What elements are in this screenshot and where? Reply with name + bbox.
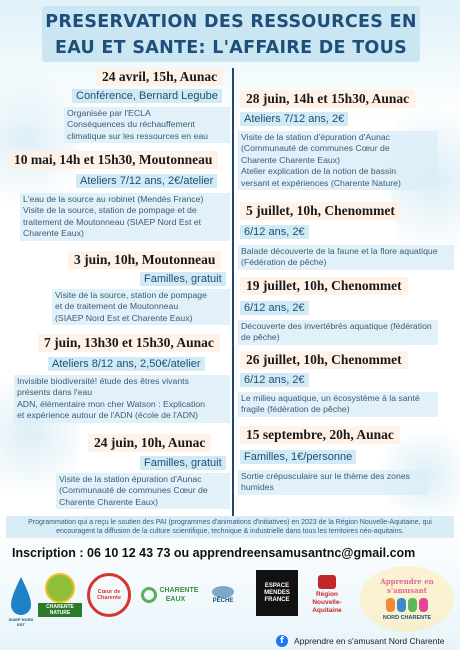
desc-line: Le milieu aquatique, un écosystème à la santé — [241, 393, 420, 403]
desc-line: ADN, élémentaire mon cher Watson : Explication — [17, 398, 205, 409]
children-icon — [386, 598, 428, 612]
leaf-icon — [45, 573, 75, 603]
page-title — [42, 6, 420, 62]
desc-line: fragile (fédération de pêche) — [241, 404, 350, 415]
desc-line: Charente Charente Eaux) — [241, 154, 340, 165]
event-description — [56, 473, 230, 509]
desc-line: traitement de Moutonneau (SIAEP Nord Est et — [23, 216, 202, 227]
water-drop-icon — [9, 575, 33, 617]
desc-line: (Communauté de communes Cœur de — [59, 485, 208, 496]
event-tag: Conférence, Bernard Legube — [72, 89, 222, 103]
event-date: 10 mai, 14h et 15h30, Moutonneau — [8, 151, 218, 169]
event-date: 24 avril, 15h, Aunac — [96, 68, 223, 86]
event-description — [14, 375, 230, 423]
event-tag: Familles, 1€/personne — [240, 450, 356, 464]
event-description — [238, 245, 454, 270]
desc-line: L'eau de la source au robinet (Mendès France) — [23, 194, 204, 204]
desc-line: versant et expériences (Charente Nature) — [241, 177, 401, 188]
desc-line: Atelier explication de la notion de bassin — [241, 166, 397, 177]
logo-text: CHARENTE NATURE — [38, 603, 82, 617]
event-tag: 6/12 ans, 2€ — [240, 301, 309, 315]
event-description — [52, 289, 230, 325]
event-date: 28 juin, 14h et 15h30, Aunac — [240, 90, 415, 108]
desc-line: Visite de la station épuration d'Aunac — [59, 474, 202, 484]
facebook-page[interactable] — [276, 635, 444, 647]
siaep-logo — [6, 570, 36, 632]
event-tag: Familles, gratuit — [140, 272, 226, 286]
event-tag: Ateliers 8/12 ans, 2,50€/atelier — [48, 357, 205, 371]
lion-icon — [318, 575, 336, 589]
desc-line: Visite de la station d'épuration d'Aunac — [241, 132, 391, 142]
charente-eaux-logo: CHARENTE EAUX — [140, 570, 192, 620]
facebook-icon: f — [276, 635, 288, 647]
desc-line: humides — [241, 482, 274, 493]
desc-line: présents dans l'eau — [17, 387, 93, 398]
registration-contact: Inscription : 06 10 12 43 73 ou apprendreensamusantnc@gmail.com — [12, 546, 416, 560]
funding-line: encouragent la diffusion de la culture scientifique, technique & industrielle dans tous les territoires néo-aquitains. — [56, 528, 404, 535]
fish-icon — [212, 586, 234, 598]
desc-line: (SIAEP Nord Est et Charente Eaux) — [55, 312, 193, 323]
coeur-de-charente-logo — [84, 570, 134, 620]
column-divider — [232, 68, 234, 516]
logo-text: SIAEP NORD EST — [8, 617, 34, 627]
desc-line: (Communauté de communes Cœur de — [241, 143, 390, 154]
desc-line: Conséquences du réchauffement — [67, 119, 195, 130]
desc-line: Charente Eaux) — [23, 228, 84, 239]
event-description — [238, 470, 428, 495]
event-date: 19 juillet, 10h, Chenommet — [240, 277, 408, 295]
event-tag: 6/12 ans, 2€ — [240, 225, 309, 239]
espace-mendes-france-logo: ESPACE MENDES FRANCE — [256, 570, 298, 616]
desc-line: et expérience autour de l'ADN (école de l'ADN) — [17, 410, 199, 421]
title-line-1: PRESERVATION DES RESSOURCES EN — [45, 12, 417, 32]
event-tag: Ateliers 7/12 ans, 2€ — [240, 112, 348, 126]
event-description — [64, 107, 230, 143]
desc-line: Organisée par l'ECLA — [67, 108, 151, 118]
event-description — [238, 131, 438, 190]
desc-line: Visite de la source, station de pompage et de — [23, 205, 197, 216]
desc-line: de pêche) — [241, 332, 280, 343]
event-tag: Ateliers 7/12 ans, 2€/atelier — [76, 174, 217, 188]
event-description — [20, 193, 230, 241]
event-date: 5 juillet, 10h, Chenommet — [240, 202, 401, 220]
desc-line: (Fédération de pêche) — [241, 257, 327, 268]
desc-line: Sortie crépusculaire sur le thème des zones — [241, 471, 411, 481]
desc-line: Découverte des invertébrés aquatique (fédération — [241, 321, 432, 331]
event-date: 7 juin, 13h30 et 15h30, Aunac — [38, 334, 220, 352]
event-tag: Familles, gratuit — [140, 456, 226, 470]
eaux-circle-icon — [141, 587, 157, 603]
desc-line: et de traitement de Moutonneau — [55, 301, 179, 312]
title-line-2: EAU ET SANTE: L'AFFAIRE DE TOUS — [54, 38, 408, 58]
facebook-label: Apprendre en s'amusant Nord Charente — [294, 636, 445, 646]
region-nouvelle-aquitaine-logo: Région Nouvelle- Aquitaine — [302, 570, 352, 620]
funding-line: Programmation qui a reçu le soutien des PAI (programmes d'animations d'initiatives) en 2023 de la Région Nouvelle-Aquitaine, qui — [28, 519, 432, 526]
heart-icon: Cœur de Charente — [87, 573, 131, 617]
event-date: 15 septembre, 20h, Aunac — [240, 426, 400, 444]
funding-note — [6, 516, 454, 538]
event-description — [238, 392, 438, 417]
desc-line: Invisible biodiversité! étude des êtres vivants — [17, 376, 189, 386]
desc-line: Visite de la source, station de pompage — [55, 290, 207, 300]
event-date: 24 juin, 10h, Aunac — [88, 434, 211, 452]
desc-line: Charente Charente Eaux) — [59, 496, 158, 507]
event-date: 26 juillet, 10h, Chenommet — [240, 351, 408, 369]
desc-line: Balade découverte de la faune et la flore aquatique — [241, 246, 438, 256]
desc-line: climatique sur les ressources en eau — [67, 130, 208, 141]
federation-peche-logo: PÊCHE — [197, 570, 249, 620]
event-date: 3 juin, 10h, Moutonneau — [68, 251, 221, 269]
event-tag: 6/12 ans, 2€ — [240, 373, 309, 387]
apprendre-en-samusant-logo: Apprendre en s'amusant NORD CHARENTE — [360, 566, 454, 632]
event-description — [238, 320, 438, 345]
charente-nature-logo — [38, 570, 82, 620]
